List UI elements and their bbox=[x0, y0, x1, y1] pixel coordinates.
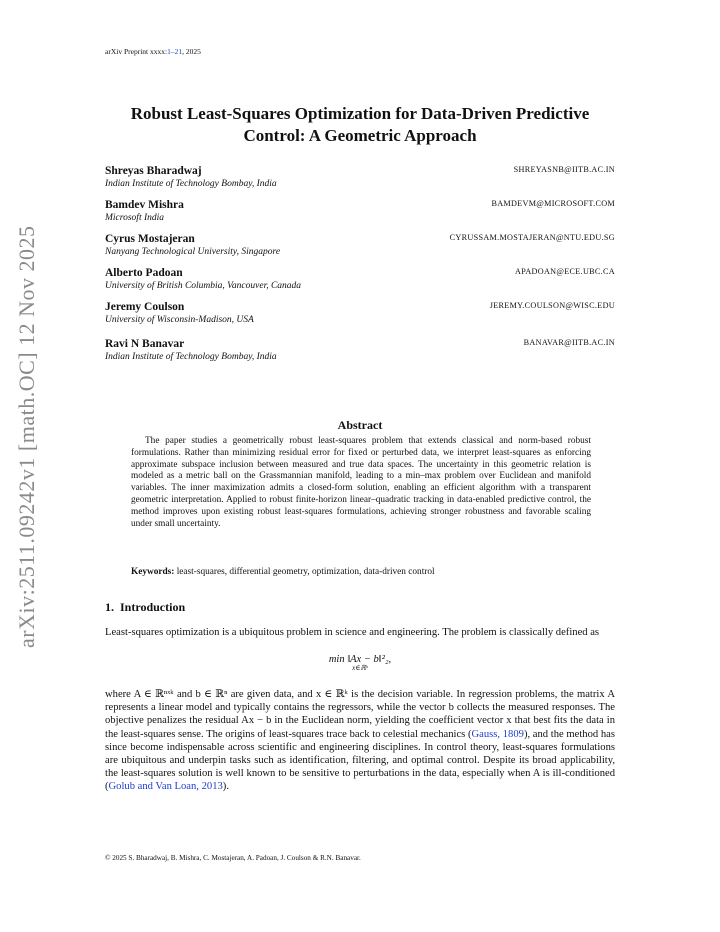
preprint-header bbox=[105, 47, 201, 56]
author-name: Bamdev Mishra bbox=[105, 199, 184, 211]
section-title: Introduction bbox=[120, 600, 186, 614]
author-block bbox=[105, 266, 615, 292]
author-email[interactable]: BAMDEVM@MICROSOFT.COM bbox=[491, 199, 615, 208]
keywords-label: Keywords: bbox=[131, 567, 175, 577]
author-affiliation: University of Wisconsin-Madison, USA bbox=[105, 315, 254, 325]
author-name: Alberto Padoan bbox=[105, 267, 183, 279]
body-text-1: where A ∈ ℝⁿˣᵏ and b ∈ ℝⁿ are given data, and x ∈ ℝᵏ is the decision variable. In regression problems, the matrix A represents a linear model and typically contains the regressors, while the vector b collects the measured responses. The objective penalizes the residual Ax − b in the Euclidean norm, yielding the coefficient vector x that best fits the data in the least-squares sense. The origins of least-squares trace back to celestial mechanics ( bbox=[105, 689, 615, 740]
author-block bbox=[105, 300, 615, 326]
author-affiliation: Microsoft India bbox=[105, 213, 165, 223]
citation-gauss[interactable]: Gauss, 1809 bbox=[471, 728, 524, 740]
keywords-list: least-squares, differential geometry, optimization, data-driven control bbox=[176, 567, 435, 577]
body-text-3: ). bbox=[222, 781, 229, 793]
preprint-prefix: arXiv Preprint xxxx: bbox=[105, 47, 168, 56]
copyright-footer: © 2025 S. Bharadwaj, B. Mishra, C. Mostajeran, A. Padoan, J. Coulson & R.N. Banavar. bbox=[105, 854, 361, 862]
author-block bbox=[105, 164, 615, 190]
author-email[interactable]: JEREMY.COULSON@WISC.EDU bbox=[489, 301, 615, 310]
arxiv-watermark: arXiv:2511.09242v1 [math.OC] 12 Nov 2025 bbox=[14, 225, 39, 648]
author-name: Shreyas Bharadwaj bbox=[105, 165, 202, 177]
author-email[interactable]: CYRUSSAM.MOSTAJERAN@NTU.EDU.SG bbox=[449, 233, 615, 242]
author-name: Cyrus Mostajeran bbox=[105, 233, 195, 245]
keywords bbox=[131, 566, 591, 578]
author-affiliation: Indian Institute of Technology Bombay, India bbox=[105, 179, 277, 189]
author-email[interactable]: BANAVAR@IITB.AC.IN bbox=[523, 338, 615, 347]
equation-subscript: x∈ℝᵏ bbox=[352, 664, 368, 672]
abstract-text: The paper studies a geometrically robust least-squares problem that extends classical and norm-based robust formulations. Rather than minimizing residual error for fixed or perturbed data, we interpret least-squares as enforcing approximate subspace inclusion between measured and true data spaces. The uncertainty in this geometric relation is modeled as a metric ball on the Grassmannian manifold, leading to a min–max problem over Euclidean and manifold variables. The inner maximization admits a closed-form solution, enabling an efficient algorithm with a transparent geometric interpretation. Applied to robust finite-horizon linear–quadratic tracking in data-enabled predictive control, the method improves upon existing robust least-squares formulations, achieving stronger robustness and favorable scaling under small uncertainty. bbox=[131, 436, 591, 529]
author-affiliation: University of British Columbia, Vancouver, Canada bbox=[105, 281, 302, 291]
author-affiliation: Indian Institute of Technology Bombay, India bbox=[105, 352, 277, 362]
author-name: Ravi N Banavar bbox=[105, 338, 185, 350]
author-email[interactable]: APADOAN@ECE.UBC.CA bbox=[515, 267, 615, 276]
author-block bbox=[105, 232, 615, 258]
equation bbox=[105, 654, 615, 672]
abstract-heading: Abstract bbox=[337, 418, 383, 432]
preprint-pages-link[interactable]: 1–21 bbox=[167, 47, 183, 56]
section-number: 1. bbox=[105, 600, 114, 614]
section-heading bbox=[105, 600, 185, 615]
paper-title: Robust Least-Squares Optimization for Data-Driven Predictive Control: A Geometric Approach bbox=[130, 104, 590, 145]
author-affiliation: Nanyang Technological University, Singapore bbox=[105, 247, 281, 257]
equation-main: min ‖Ax − b‖²₂, bbox=[328, 654, 392, 665]
author-block bbox=[105, 198, 615, 224]
author-name: Jeremy Coulson bbox=[105, 301, 185, 313]
preprint-year: , 2025 bbox=[182, 47, 201, 56]
body-text-2: ), and the method has since become indispensable across scientific and engineering disciplines. In control theory, least-squares formulations are ubiquitous and underpin tasks such as identification, filtering, and optimal control. Despite its broad applicability, the least-squares solution is well known to be sensitive to perturbations in the data, especially when A is ill-conditioned ( bbox=[105, 728, 616, 793]
intro-paragraph: Least-squares optimization is a ubiquitous problem in science and engineering. The problem is classically defined as bbox=[105, 627, 600, 638]
author-email[interactable]: SHREYASNB@IITB.AC.IN bbox=[513, 165, 615, 174]
body-paragraph bbox=[105, 688, 615, 794]
citation-golub[interactable]: Golub and Van Loan, 2013 bbox=[108, 781, 223, 793]
author-block bbox=[105, 337, 615, 363]
